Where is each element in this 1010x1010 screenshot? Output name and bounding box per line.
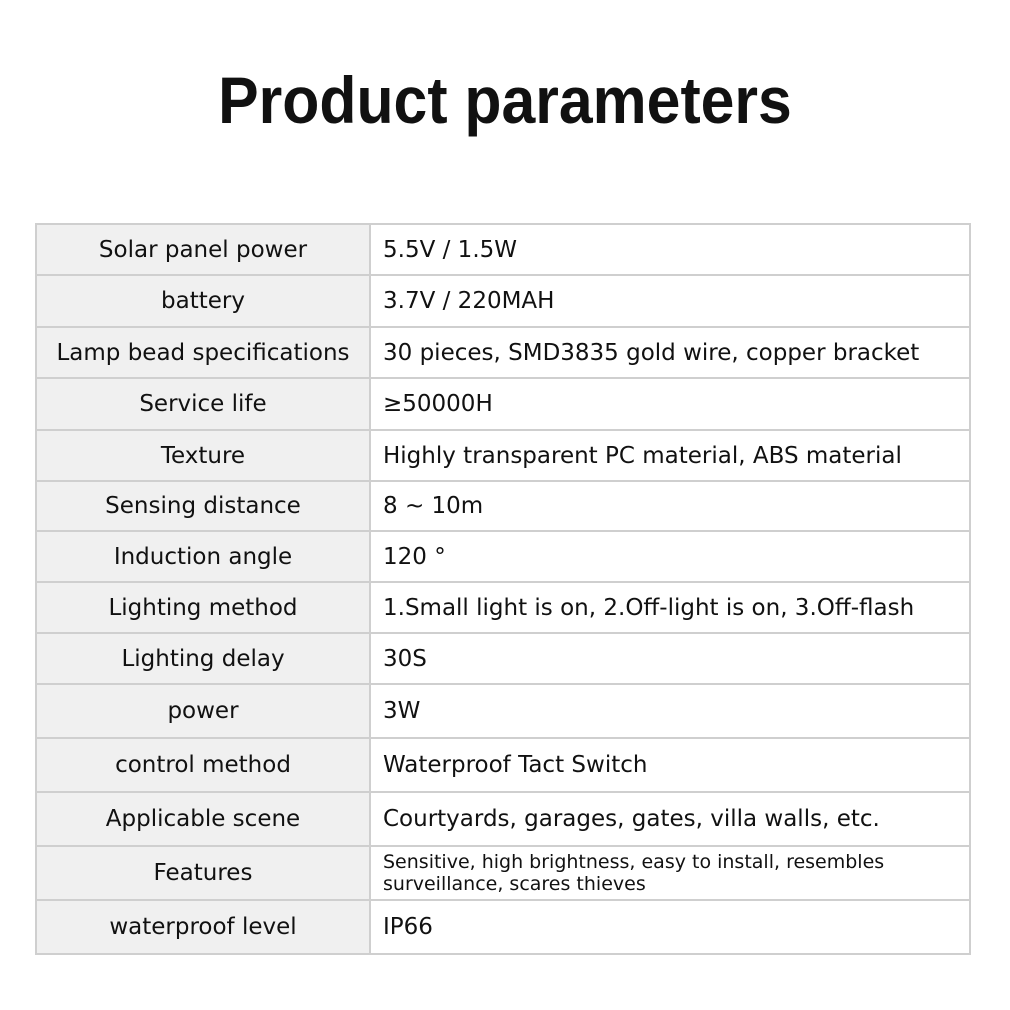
- table-row: [36, 378, 970, 430]
- table-row: [36, 582, 970, 633]
- param-value: Waterproof Tact Switch: [370, 738, 970, 792]
- param-value: Highly transparent PC material, ABS material: [370, 430, 970, 481]
- param-label: Lamp bead specifications: [36, 327, 370, 378]
- param-value: 30S: [370, 633, 970, 684]
- param-value: 8 ~ 10m: [370, 481, 970, 531]
- table-row: [36, 738, 970, 792]
- param-label: Applicable scene: [36, 792, 370, 846]
- param-label: Texture: [36, 430, 370, 481]
- table-row: [36, 792, 970, 846]
- param-value: ≥50000H: [370, 378, 970, 430]
- param-label: power: [36, 684, 370, 738]
- table-row: [36, 684, 970, 738]
- table-row: [36, 430, 970, 481]
- param-label: Lighting method: [36, 582, 370, 633]
- param-label: Sensing distance: [36, 481, 370, 531]
- param-value: Courtyards, garages, gates, villa walls, etc.: [370, 792, 970, 846]
- param-value: 3W: [370, 684, 970, 738]
- param-value: 120 °: [370, 531, 970, 582]
- table-row: [36, 327, 970, 378]
- table-row: [36, 633, 970, 684]
- param-value: 30 pieces, SMD3835 gold wire, copper bracket: [370, 327, 970, 378]
- param-label: Features: [36, 846, 370, 900]
- param-label: Service life: [36, 378, 370, 430]
- param-value: 3.7V / 220MAH: [370, 275, 970, 327]
- param-label: battery: [36, 275, 370, 327]
- table-row: [36, 846, 970, 900]
- param-value: 1.Small light is on, 2.Off-light is on, 3.Off-flash: [370, 582, 970, 633]
- page-title: Product parameters: [218, 63, 792, 137]
- param-value: IP66: [370, 900, 970, 954]
- param-value: 5.5V / 1.5W: [370, 224, 970, 275]
- param-label: Induction angle: [36, 531, 370, 582]
- param-label: waterproof level: [36, 900, 370, 954]
- param-label: Lighting delay: [36, 633, 370, 684]
- param-label: Solar panel power: [36, 224, 370, 275]
- table-row: [36, 900, 970, 954]
- table-row: [36, 531, 970, 582]
- param-value: Sensitive, high brightness, easy to install, resembles surveillance, scares thieves: [370, 846, 970, 900]
- parameters-table: [35, 223, 971, 955]
- table-row: [36, 224, 970, 275]
- table-row: [36, 481, 970, 531]
- param-label: control method: [36, 738, 370, 792]
- table-row: [36, 275, 970, 327]
